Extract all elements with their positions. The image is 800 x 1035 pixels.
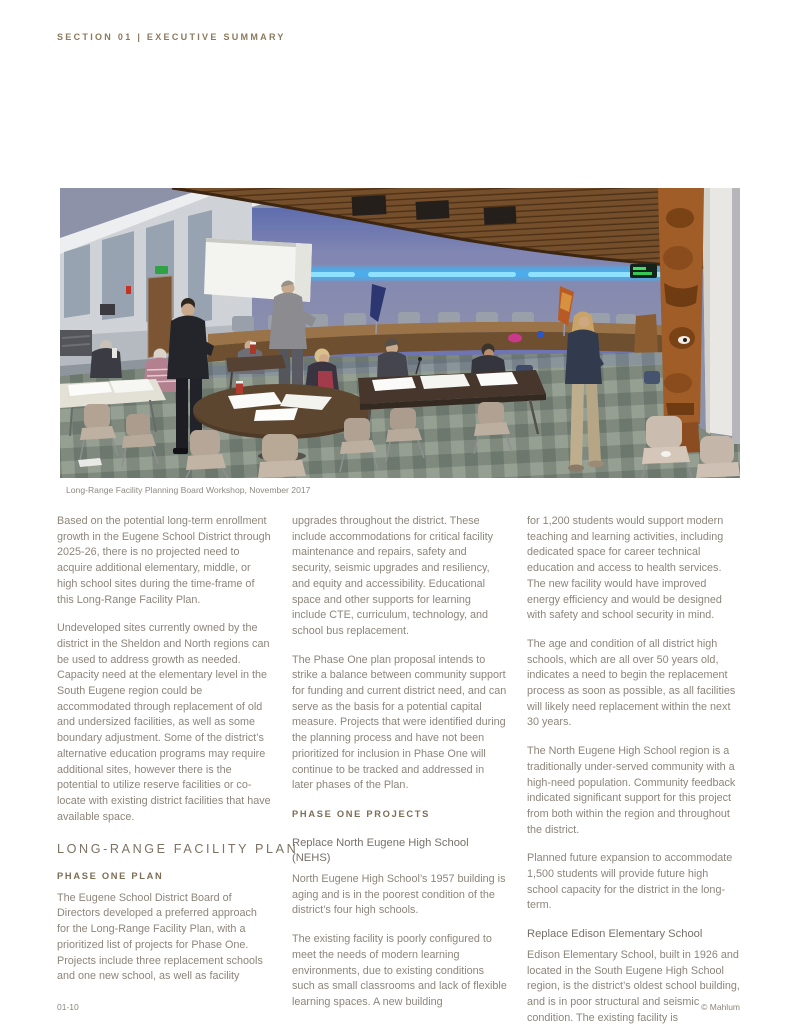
col2-paragraph-4: The existing facility is poorly configured to meet the needs of modern learning environments, due to existing conditions such as small classrooms and lack of flexible learning spaces. A new building xyxy=(292,933,507,1008)
col2-paragraph-3: North Eugene High School’s 1957 building is aging and is in the poorest condition of the district’s four high schools. xyxy=(292,873,506,917)
col1-paragraph-2: Undeveloped sites currently owned by the district in the Sheldon and North regions can be used to address growth as needed. Capacity need at the elementary level in the South Eugene region could be accommodated through replacement of old and undersized facilities, as well as some boundary adjustment. Some of the district’s alternative education programs may require additional sites, however there is the potential to utilize reserve facilities or co-locate with existing district facilities that have available space. xyxy=(57,622,271,823)
workshop-photo-illustration xyxy=(60,188,740,478)
photo-door xyxy=(148,276,172,358)
photo-speaker xyxy=(416,200,450,220)
heading-replace-north-eugene: Replace North Eugene High School (NEHS) xyxy=(292,836,469,865)
workshop-photo xyxy=(60,188,740,478)
photo-led-clock xyxy=(630,264,657,278)
col3-paragraph-5: Edison Elementary School, built in 1926 and located in the South Eugene High School region, is the district’s oldest school building, and is in poor structural and seismic condition. The existing facility is xyxy=(527,948,740,1024)
col3-paragraph-4: Planned future expansion to accommodate 1,500 students will provide future high school capacity for the district in the long-term. xyxy=(527,852,733,912)
col1-paragraph-1: Based on the potential long-term enrollment growth in the Eugene School District through 2025-26, there is no projected need to acquire additional elementary, middle, or high school sites during the time-frame of this Long-Range Facility Plan. xyxy=(57,515,271,606)
photo-projector-screen xyxy=(204,238,312,302)
col3-paragraph-1: for 1,200 students would support modern teaching and learning activities, including dedicated space for career technical education and access to health services. The new facility would have improved energy efficiency and would be designed with safety and school security in mind. xyxy=(527,515,724,622)
section-header: SECTION 01 | EXECUTIVE SUMMARY xyxy=(57,32,286,42)
photo-fire-alarm xyxy=(126,286,131,294)
heading-long-range-facility-plan: LONG-RANGE FACILITY PLAN xyxy=(57,842,299,857)
photo-caption: Long-Range Facility Planning Board Workshop, November 2017 xyxy=(66,485,311,495)
col2-paragraph-2: The Phase One plan proposal intends to strike a balance between community support for funding and current district need, and can serve as the basis for a potential capital measure. Projects that were identified during the planning process and have not been prioritized for inclusion in Phase One will continue to be tracked and addressed in later phases of the Plan. xyxy=(292,653,507,792)
col3-paragraph-2: The age and condition of all district high schools, which are all over 50 years old, indicates a need to begin the replacement process as soon as possible, as all facilities will likely need replacement within the next 30 years. xyxy=(527,637,736,729)
copyright: © Mahlum xyxy=(701,1002,740,1012)
heading-phase-one-projects: PHASE ONE PROJECTS xyxy=(292,808,431,819)
column-3 xyxy=(527,514,742,1035)
body-columns xyxy=(57,514,743,1035)
col3-paragraph-3: The North Eugene High School region is a traditionally under-served community with a high-need population. Community feedback indicated significant support for this project from both within the region and throughout the district. xyxy=(527,745,736,836)
col1-paragraph-3: The Eugene School District Board of Directors developed a preferred approach for the Long-Range Facility Plan, with a prioritized list of projects for Phase One. Projects include three replacement schools and one new school, as well as facility xyxy=(57,891,263,983)
heading-phase-one-plan: PHASE ONE PLAN xyxy=(57,871,164,882)
photo-speaker xyxy=(484,206,517,225)
photo-exit-sign xyxy=(155,266,168,274)
heading-replace-edison: Replace Edison Elementary School xyxy=(527,928,703,941)
photo-totem-pole xyxy=(658,188,740,454)
col2-paragraph-1: upgrades throughout the district. These include accommodations for critical facility maintenance and repairs, safety and security, seismic upgrades and resiliency, and equity and accessibility. Educational space and other supports for learning include CTE, curriculum, technology, and school bus replacement. xyxy=(292,515,494,637)
photo-speaker xyxy=(352,195,387,216)
page-number: 01-10 xyxy=(57,1002,79,1012)
column-1 xyxy=(57,514,299,1035)
photo-podium xyxy=(634,314,658,356)
column-2 xyxy=(292,514,507,1035)
